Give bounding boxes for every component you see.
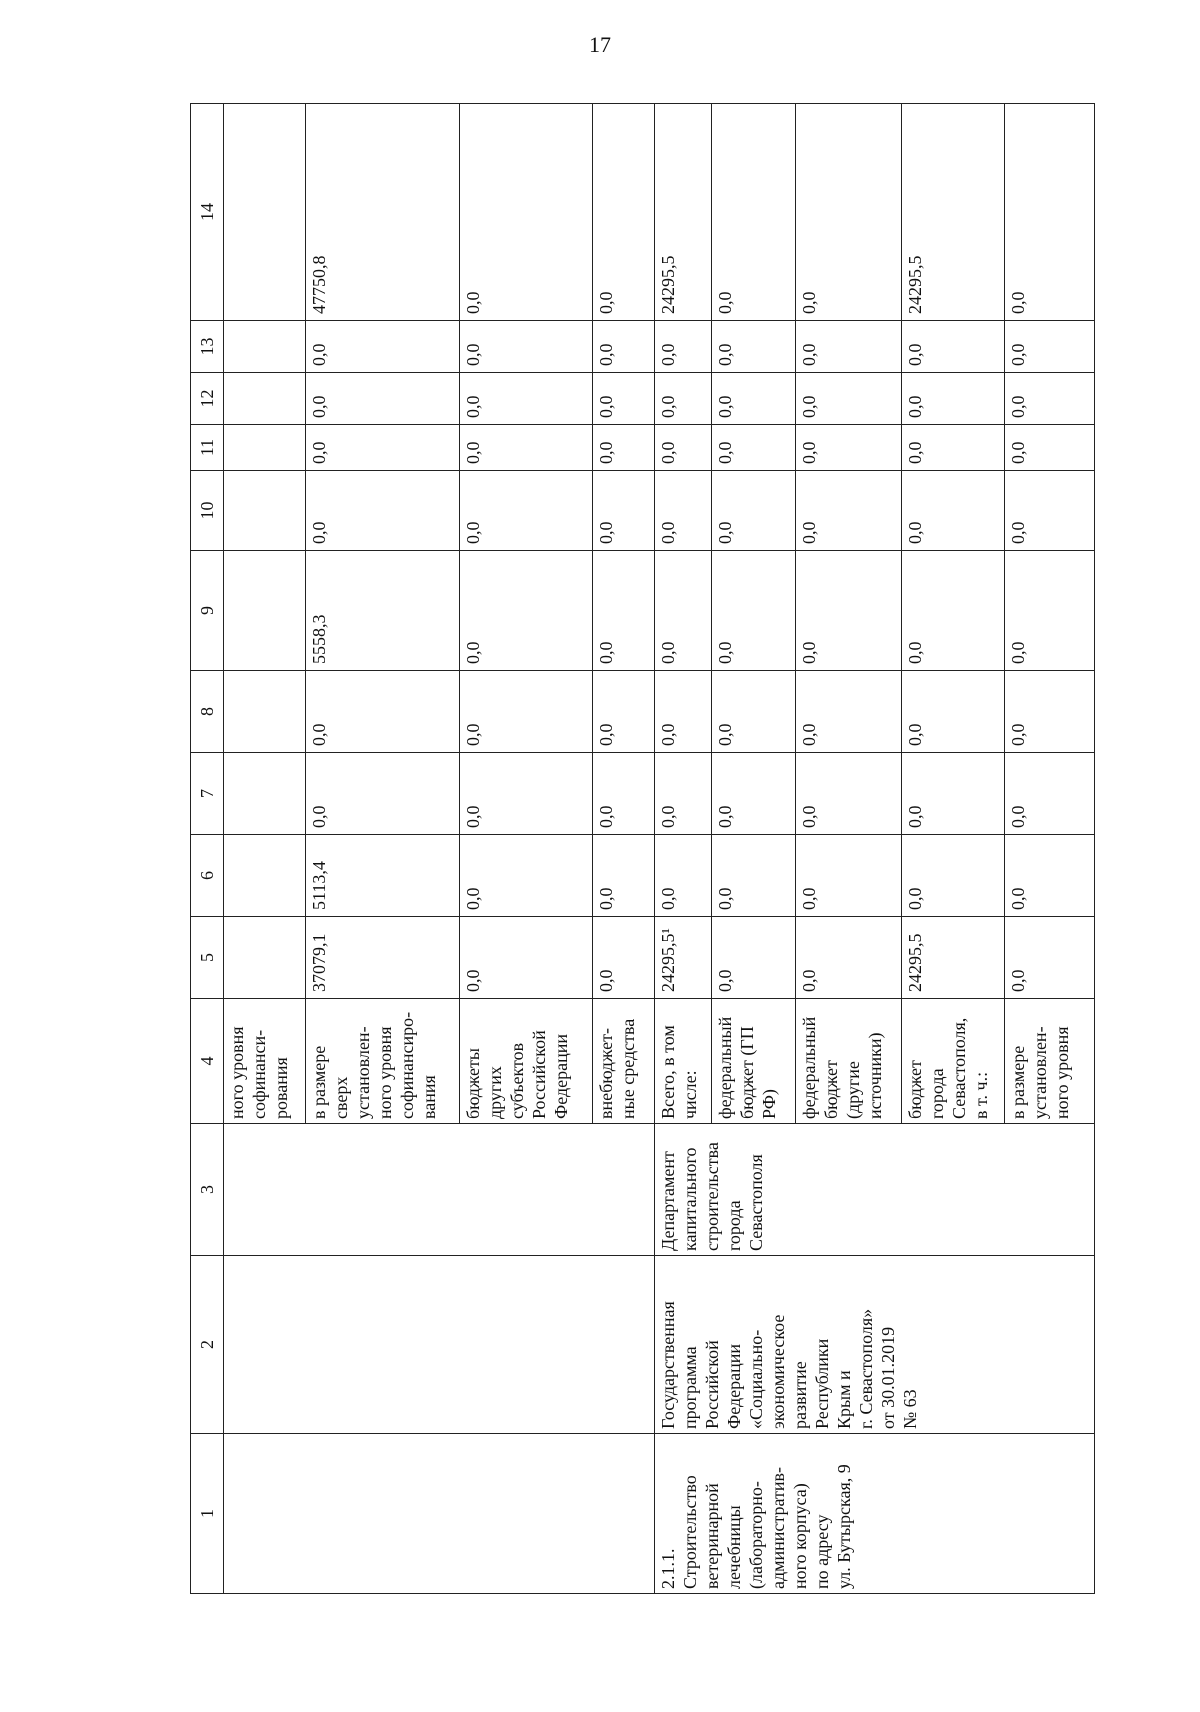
col-header: 1: [191, 1434, 224, 1594]
table-cell: 24295,5: [654, 104, 711, 321]
table-cell: 0,0: [901, 551, 1004, 671]
table-cell: 5113,4: [306, 835, 460, 917]
table-cell: 0,0: [1005, 917, 1095, 999]
table-cell: 0,0: [796, 321, 902, 373]
table-cell: 0,0: [901, 321, 1004, 373]
table-cell: [223, 753, 305, 835]
col-header: 5: [191, 917, 224, 999]
col-header: 13: [191, 321, 224, 373]
table-cell: 0,0: [593, 753, 654, 835]
col-header: 9: [191, 551, 224, 671]
table-cell: 0,0: [796, 917, 902, 999]
table-cell: 0,0: [593, 835, 654, 917]
table-cell: [223, 321, 305, 373]
table-cell: 0,0: [711, 753, 795, 835]
header-row: [191, 104, 224, 1594]
table-cell: 0,0: [654, 471, 711, 551]
table-cell: 0,0: [593, 551, 654, 671]
program-cell: Государственная программа Российской Федерации «Социально- экономическое развитие Республики Крым и г. Севастополя» от 30.01.2019 № 63: [654, 1256, 1094, 1434]
table-cell: 0,0: [593, 321, 654, 373]
rotated-table-container: [190, 104, 1095, 1594]
table-cell: 0,0: [901, 373, 1004, 425]
table-cell: 0,0: [306, 671, 460, 753]
table-cell: 0,0: [654, 551, 711, 671]
table-cell: 0,0: [593, 671, 654, 753]
table-cell: 0,0: [593, 917, 654, 999]
table-cell: 0,0: [901, 425, 1004, 471]
table-cell: 37079,1: [306, 917, 460, 999]
table-cell: 0,0: [796, 104, 902, 321]
col-header: 6: [191, 835, 224, 917]
table-cell: федеральный бюджет (другие источники): [796, 999, 902, 1124]
col-header: 10: [191, 471, 224, 551]
table-cell: 0,0: [1005, 104, 1095, 321]
table-cell: 0,0: [654, 321, 711, 373]
table-row: [223, 104, 305, 1594]
table-cell: 0,0: [654, 425, 711, 471]
table-cell: 0,0: [1005, 835, 1095, 917]
table-cell: 0,0: [901, 471, 1004, 551]
table-cell: 0,0: [654, 753, 711, 835]
table-cell: 0,0: [796, 373, 902, 425]
table-cell: 0,0: [593, 425, 654, 471]
table-cell: 0,0: [460, 425, 593, 471]
table-cell: 0,0: [796, 425, 902, 471]
table-cell: 0,0: [711, 671, 795, 753]
table-cell: 0,0: [306, 321, 460, 373]
table-cell: 0,0: [306, 753, 460, 835]
table-cell: в размере установлен- ного уровня: [1005, 999, 1095, 1124]
col-header: 3: [191, 1124, 224, 1256]
table-cell: 0,0: [711, 917, 795, 999]
table-cell: 0,0: [460, 835, 593, 917]
table-cell: 0,0: [711, 425, 795, 471]
col-header: 8: [191, 671, 224, 753]
table-cell: 0,0: [306, 373, 460, 425]
col-header: 14: [191, 104, 224, 321]
table-cell: 5558,3: [306, 551, 460, 671]
table-cell: [223, 104, 305, 321]
table-cell: федеральный бюджет (ГП РФ): [711, 999, 795, 1124]
table-cell: 24295,5: [901, 917, 1004, 999]
table-cell: 0,0: [711, 104, 795, 321]
table-cell: 0,0: [460, 321, 593, 373]
table-cell: бюджеты других субъектов Российской Федерации: [460, 999, 593, 1124]
table-cell: 0,0: [1005, 753, 1095, 835]
table-row: [654, 104, 711, 1594]
table-cell: 0,0: [901, 671, 1004, 753]
table-cell: [223, 1124, 654, 1256]
table-cell: 0,0: [593, 104, 654, 321]
table-cell: 0,0: [711, 471, 795, 551]
table-cell: 0,0: [796, 471, 902, 551]
table-cell: 0,0: [460, 373, 593, 425]
table-cell: 0,0: [460, 104, 593, 321]
table-cell: 0,0: [711, 373, 795, 425]
table-cell: ного уровня софинанси- рования: [223, 999, 305, 1124]
table-cell: 0,0: [460, 551, 593, 671]
table-cell: 0,0: [796, 671, 902, 753]
table-cell: 0,0: [593, 471, 654, 551]
table-cell: [223, 471, 305, 551]
table-cell: в размере сверх установлен- ного уровня софинансиро- вания: [306, 999, 460, 1124]
table-cell: 24295,5¹: [654, 917, 711, 999]
table-cell: 0,0: [901, 835, 1004, 917]
table-cell: 47750,8: [306, 104, 460, 321]
table-cell: [223, 373, 305, 425]
table-cell: 0,0: [1005, 551, 1095, 671]
col-header: 7: [191, 753, 224, 835]
table-cell: 0,0: [901, 753, 1004, 835]
col-header: 12: [191, 373, 224, 425]
col-header: 11: [191, 425, 224, 471]
table-cell: 0,0: [654, 835, 711, 917]
table-cell: 0,0: [1005, 671, 1095, 753]
table-cell: [223, 917, 305, 999]
table-cell: 0,0: [306, 471, 460, 551]
table-cell: [223, 835, 305, 917]
table-cell: [223, 1434, 654, 1594]
table-cell: 0,0: [460, 753, 593, 835]
executor-cell: Департамент капитального строительства города Севастополя: [654, 1124, 1094, 1256]
table-cell: 0,0: [796, 835, 902, 917]
table-cell: [223, 671, 305, 753]
table-cell: [223, 1256, 654, 1434]
table-cell: 0,0: [1005, 425, 1095, 471]
table-cell: 0,0: [796, 551, 902, 671]
table-cell: внебюджет- ные средства: [593, 999, 654, 1124]
table-cell: 0,0: [1005, 373, 1095, 425]
page-number: 17: [589, 32, 611, 57]
table-cell: 0,0: [711, 835, 795, 917]
table-cell: 0,0: [306, 425, 460, 471]
table-cell: 0,0: [460, 917, 593, 999]
table-cell: 0,0: [460, 471, 593, 551]
col-header: 2: [191, 1256, 224, 1434]
table-cell: 0,0: [711, 551, 795, 671]
table-cell: 0,0: [654, 373, 711, 425]
table-cell: 24295,5: [901, 104, 1004, 321]
table-cell: 0,0: [796, 753, 902, 835]
table-cell: 0,0: [1005, 471, 1095, 551]
financing-table: [190, 103, 1095, 1594]
table-cell: [223, 551, 305, 671]
table-cell: [223, 425, 305, 471]
table-cell: 0,0: [460, 671, 593, 753]
table-cell: 0,0: [1005, 321, 1095, 373]
table-cell: 0,0: [593, 373, 654, 425]
table-cell: бюджет города Севастополя, в т. ч.:: [901, 999, 1004, 1124]
table-cell: 0,0: [711, 321, 795, 373]
col-header: 4: [191, 999, 224, 1124]
table-cell: Всего, в том числе:: [654, 999, 711, 1124]
table-cell: 0,0: [654, 671, 711, 753]
object-name-cell: 2.1.1. Строительство ветеринарной лечебницы (лабораторно- административ- ного корпуса) по адресу ул. Бутырская, 9: [654, 1434, 1094, 1594]
